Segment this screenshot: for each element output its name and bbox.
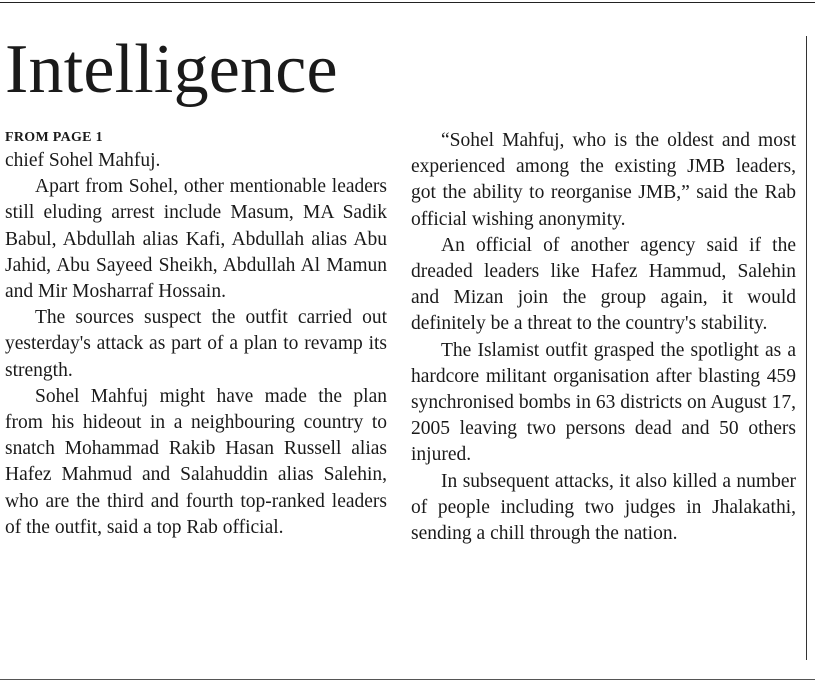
right-column (411, 128, 796, 547)
paragraph-sources-suspect: The sources suspect the outfit carried out yesterday's attack as part of a plan to revamp its strength. (5, 307, 387, 381)
bottom-rule (0, 679, 815, 680)
jump-line: FROM PAGE 1 (5, 130, 103, 145)
paragraph-agency-official: An official of another agency said if the dreaded leaders like Hafez Hammud, Salehin and Mizan join the group again, it would definitely be a threat to the country's stability. (411, 234, 796, 335)
paragraph-continuation: chief Sohel Mahfuj. (5, 150, 161, 171)
paragraph-islamist-outfit: The Islamist outfit grasped the spotlight as a hardcore militant organisation after blasting 459 synchronised bombs in 63 districts on August 17, 2005 leaving two persons dead and 50 others injured. (411, 339, 796, 466)
paragraph-hideout-plan: Sohel Mahfuj might have made the plan from his hideout in a neighbouring country to snatch Mohammad Rakib Hasan Russell alias Hafez Mahmud and Salahuddin alias Salehin, who are the third and fourth top-ranked leaders of the outfit, said a top Rab official. (5, 385, 387, 538)
paragraph-subsequent-attacks: In subsequent attacks, it also killed a number of people including two judges in Jhalakathi, sending a chill through the nation. (411, 470, 796, 545)
paragraph-other-leaders: Apart from Sohel, other mentionable leaders still eluding arrest include Masum, MA Sadik Babul, Abdullah alias Kafi, Abdullah alias Abu Jahid, Abu Sayeed Sheikh, Abdullah Al Mamun and Mir Mosharraf Hossain. (5, 176, 387, 303)
top-rule (0, 2, 815, 3)
left-column (5, 128, 387, 541)
headline: Intelligence (5, 31, 338, 108)
paragraph-rab-quote: “Sohel Mahfuj, who is the oldest and most experienced among the existing JMB leaders, got the ability to reorganise JMB,” said the Rab official wishing anonymity. (411, 130, 796, 230)
column-rule-right (806, 36, 807, 660)
